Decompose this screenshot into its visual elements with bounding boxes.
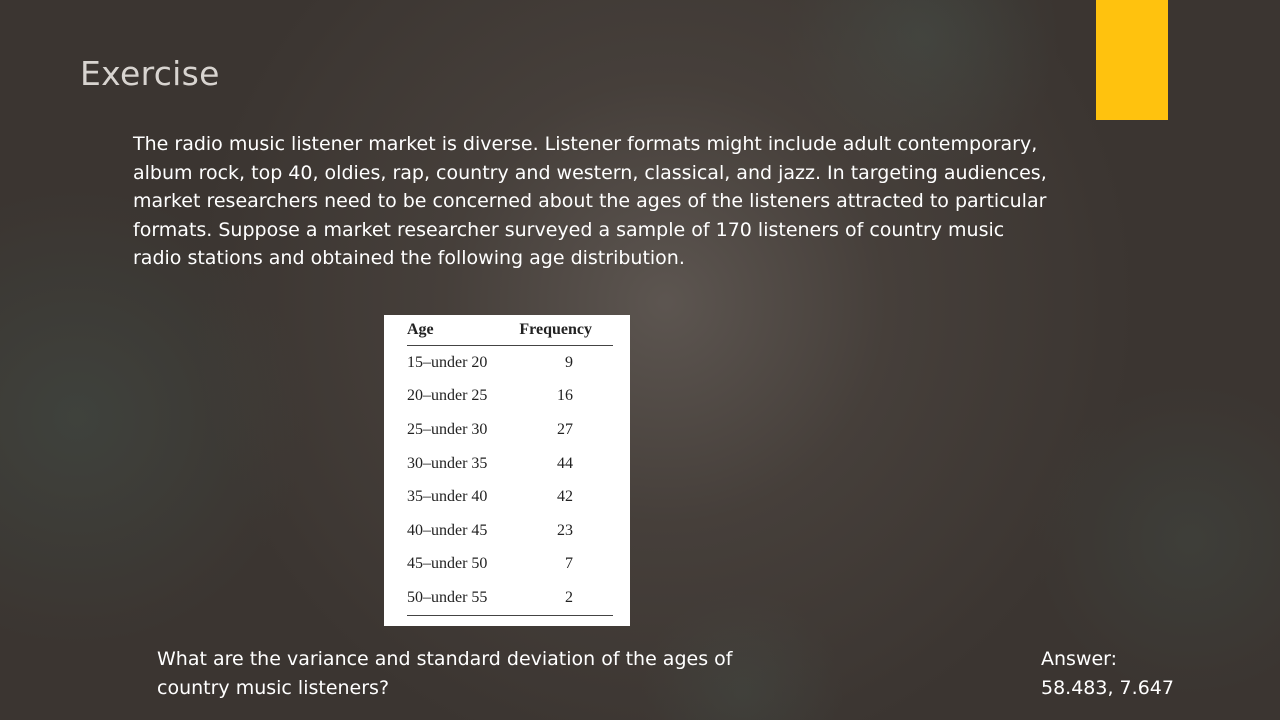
table-header-row <box>407 315 613 346</box>
frequency-cell: 7 <box>565 555 573 573</box>
frequency-cell: 42 <box>557 488 573 506</box>
answer-block <box>1041 645 1271 702</box>
intro-paragraph: The radio music listener market is diverse. Listener formats might include adult contemporary, album rock, top 40, oldies, rap, country and western, classical, and jazz. In targeting audiences, market researchers need to be concerned about the ages of the listeners attracted to particular formats. Suppose a market researcher surveyed a sample of 170 listeners of country music radio stations and obtained the following age distribution. <box>133 133 1047 269</box>
frequency-cell: 23 <box>557 521 573 539</box>
table-row <box>407 346 613 380</box>
age-cell: 35–under 40 <box>407 488 488 506</box>
age-cell: 20–under 25 <box>407 387 488 405</box>
frequency-cell: 9 <box>565 353 573 371</box>
question-text: What are the variance and standard deviation of the ages of country music listeners? <box>157 648 733 699</box>
frequency-cell: 44 <box>557 454 573 472</box>
frequency-cell: 2 <box>507 581 613 615</box>
table-row <box>407 413 613 447</box>
age-cell: 45–under 50 <box>407 555 488 573</box>
age-cell: 15–under 20 <box>407 353 488 371</box>
age-cell: 25–under 30 <box>407 420 488 438</box>
answer-label: Answer: <box>1041 648 1118 670</box>
column-header-frequency: Frequency <box>507 315 613 346</box>
frequency-table <box>407 315 613 616</box>
frequency-cell: 16 <box>557 387 573 405</box>
accent-bar <box>1096 0 1168 120</box>
frequency-cell: 27 <box>557 420 573 438</box>
age-cell: 40–under 45 <box>407 521 488 539</box>
table-row <box>407 514 613 548</box>
table-row <box>407 480 613 514</box>
answer-value: 58.483, 7.647 <box>1041 676 1174 699</box>
table-row <box>407 548 613 582</box>
table-row <box>407 581 613 615</box>
slide-title: Exercise <box>80 54 220 93</box>
column-header-age: Age <box>407 315 507 346</box>
table-row <box>407 447 613 481</box>
frequency-table-image <box>384 315 630 626</box>
age-cell: 50–under 55 <box>407 581 507 615</box>
table-row <box>407 380 613 414</box>
age-cell: 30–under 35 <box>407 454 488 472</box>
